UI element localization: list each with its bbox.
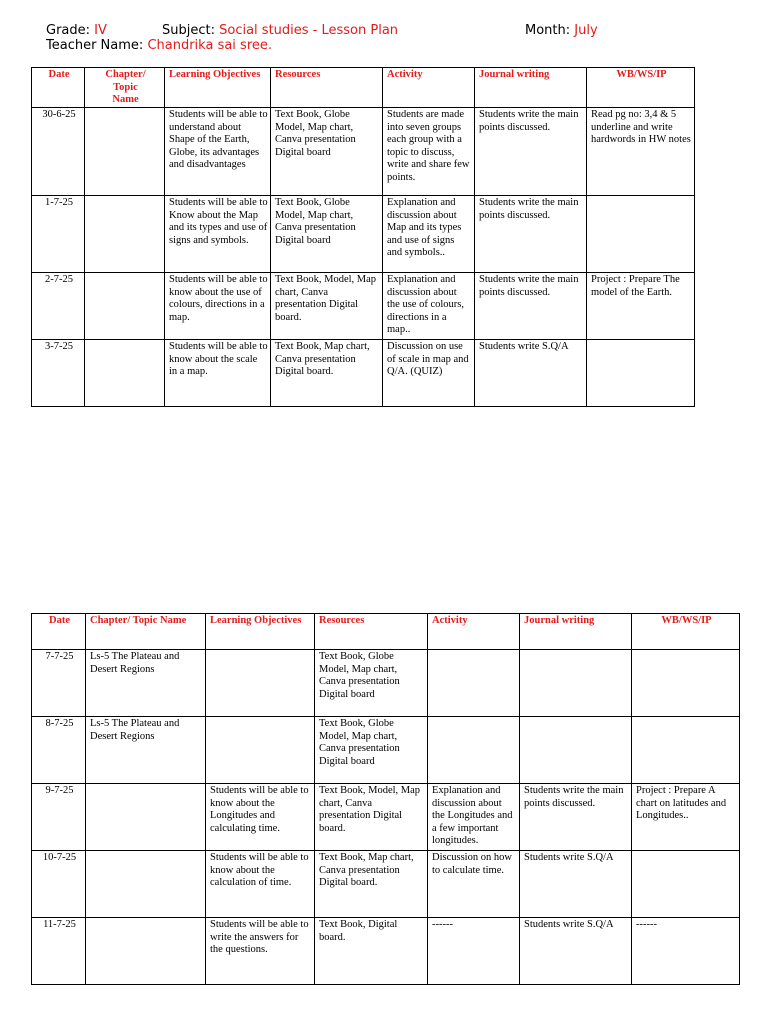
cell-chapter: Ls-5 The Plateau and Desert Regions [86,650,206,717]
cell-activity [428,650,520,717]
month-value: July [574,23,598,38]
col-header-journal: Journal writing [520,614,632,650]
teacher-value: Chandrika sai sree. [147,38,273,53]
subject-value: Social studies - Lesson Plan [219,23,399,38]
cell-objectives: Students will be able to know about the scale in a map. [165,340,271,407]
cell-chapter: Ls-5 The Plateau and Desert Regions [86,717,206,784]
cell-date: 1-7-25 [32,196,85,273]
cell-resources: Text Book, Globe Model, Map chart, Canva presentation Digital board [271,108,383,196]
col-header-journal: Journal writing [475,68,587,108]
cell-resources: Text Book, Globe Model, Map chart, Canva presentation Digital board [315,650,428,717]
cell-date: 10-7-25 [32,851,86,918]
col-header-objectives: Learning Objectives [165,68,271,108]
cell-resources: Text Book, Model, Map chart, Canva presentation Digital board. [271,273,383,340]
month-label: Month: [525,23,571,38]
cell-date: 7-7-25 [32,650,86,717]
col-header-chapter: Chapter/ Topic Name [85,68,165,108]
cell-resources: Text Book, Map chart, Canva presentation Digital board. [271,340,383,407]
cell-wb-ws-ip: Read pg no: 3,4 & 5 underline and write hardwords in HW notes [587,108,695,196]
cell-journal: Students write the main points discussed. [475,196,587,273]
cell-journal [520,650,632,717]
cell-objectives: Students will be able to Know about the Map and its types and use of signs and symbols. [165,196,271,273]
table-row [32,340,695,407]
cell-activity: ------ [428,918,520,985]
cell-activity: Discussion on use of scale in map and Q/A. (QUIZ) [383,340,475,407]
cell-chapter [85,273,165,340]
cell-wb-ws-ip [587,196,695,273]
cell-journal: Students write the main points discussed. [475,273,587,340]
month-field [525,23,598,38]
cell-activity: Explanation and discussion about the Longitudes and a few important longitudes. [428,784,520,851]
table-row [32,196,695,273]
cell-chapter [85,340,165,407]
grade-label: Grade: [46,23,91,38]
subject-label: Subject: [162,23,215,38]
cell-chapter [86,784,206,851]
col-header-date: Date [32,614,86,650]
table-header-row [32,68,695,108]
cell-chapter [86,918,206,985]
cell-wb-ws-ip [632,717,740,784]
cell-journal: Students write the main points discussed. [475,108,587,196]
cell-chapter [86,851,206,918]
cell-wb-ws-ip: Project : Prepare The model of the Earth. [587,273,695,340]
table-row [32,273,695,340]
cell-objectives: Students will be able to understand about Shape of the Earth, Globe, its advantages and disadvantages [165,108,271,196]
col-header-resources: Resources [271,68,383,108]
subject-field [162,23,398,38]
cell-objectives [206,717,315,784]
col-header-activity: Activity [428,614,520,650]
col-header-date: Date [32,68,85,108]
cell-date: 3-7-25 [32,340,85,407]
cell-wb-ws-ip [632,851,740,918]
cell-resources: Text Book, Globe Model, Map chart, Canva presentation Digital board [271,196,383,273]
cell-wb-ws-ip [632,650,740,717]
col-header-objectives: Learning Objectives [206,614,315,650]
cell-activity: Students are made into seven groups each group with a topic to discuss, write and share few points. [383,108,475,196]
cell-resources: Text Book, Digital board. [315,918,428,985]
cell-objectives: Students will be able to know about the Longitudes and calculating time. [206,784,315,851]
cell-date: 8-7-25 [32,717,86,784]
grade-field [46,23,107,38]
table-row [32,108,695,196]
table-row [32,650,740,717]
cell-resources: Text Book, Globe Model, Map chart, Canva presentation Digital board [315,717,428,784]
col-header-chapter: Chapter/ Topic Name [86,614,206,650]
cell-wb-ws-ip: Project : Prepare A chart on latitudes and Longitudes.. [632,784,740,851]
table-row [32,851,740,918]
cell-resources: Text Book, Model, Map chart, Canva presentation Digital board. [315,784,428,851]
cell-date: 30-6-25 [32,108,85,196]
cell-objectives: Students will be able to know about the use of colours, directions in a map. [165,273,271,340]
teacher-label: Teacher Name: [46,38,144,53]
cell-date: 2-7-25 [32,273,85,340]
cell-resources: Text Book, Map chart, Canva presentation Digital board. [315,851,428,918]
cell-activity: Discussion on how to calculate time. [428,851,520,918]
cell-journal: Students write S.Q/A [475,340,587,407]
cell-objectives: Students will be able to write the answers for the questions. [206,918,315,985]
cell-activity: Explanation and discussion about the use of colours, directions in a map.. [383,273,475,340]
lesson-plan-table-july [31,613,740,985]
col-header-activity: Activity [383,68,475,108]
cell-chapter [85,108,165,196]
cell-wb-ws-ip [587,340,695,407]
cell-journal: Students write S.Q/A [520,918,632,985]
table-row [32,717,740,784]
table-row [32,784,740,851]
cell-objectives [206,650,315,717]
table-header-row [32,614,740,650]
cell-activity [428,717,520,784]
col-header-resources: Resources [315,614,428,650]
teacher-field [46,38,272,53]
table-row [32,918,740,985]
cell-journal: Students write the main points discussed. [520,784,632,851]
col-header-wb-ws-ip: WB/WS/IP [587,68,695,108]
cell-date: 9-7-25 [32,784,86,851]
cell-date: 11-7-25 [32,918,86,985]
lesson-plan-table-june-july [31,67,695,407]
cell-wb-ws-ip: ------ [632,918,740,985]
cell-journal [520,717,632,784]
cell-activity: Explanation and discussion about Map and its types and use of signs and symbols.. [383,196,475,273]
cell-journal: Students write S.Q/A [520,851,632,918]
cell-objectives: Students will be able to know about the calculation of time. [206,851,315,918]
col-header-wb-ws-ip: WB/WS/IP [632,614,740,650]
grade-value: IV [94,23,107,38]
cell-chapter [85,196,165,273]
